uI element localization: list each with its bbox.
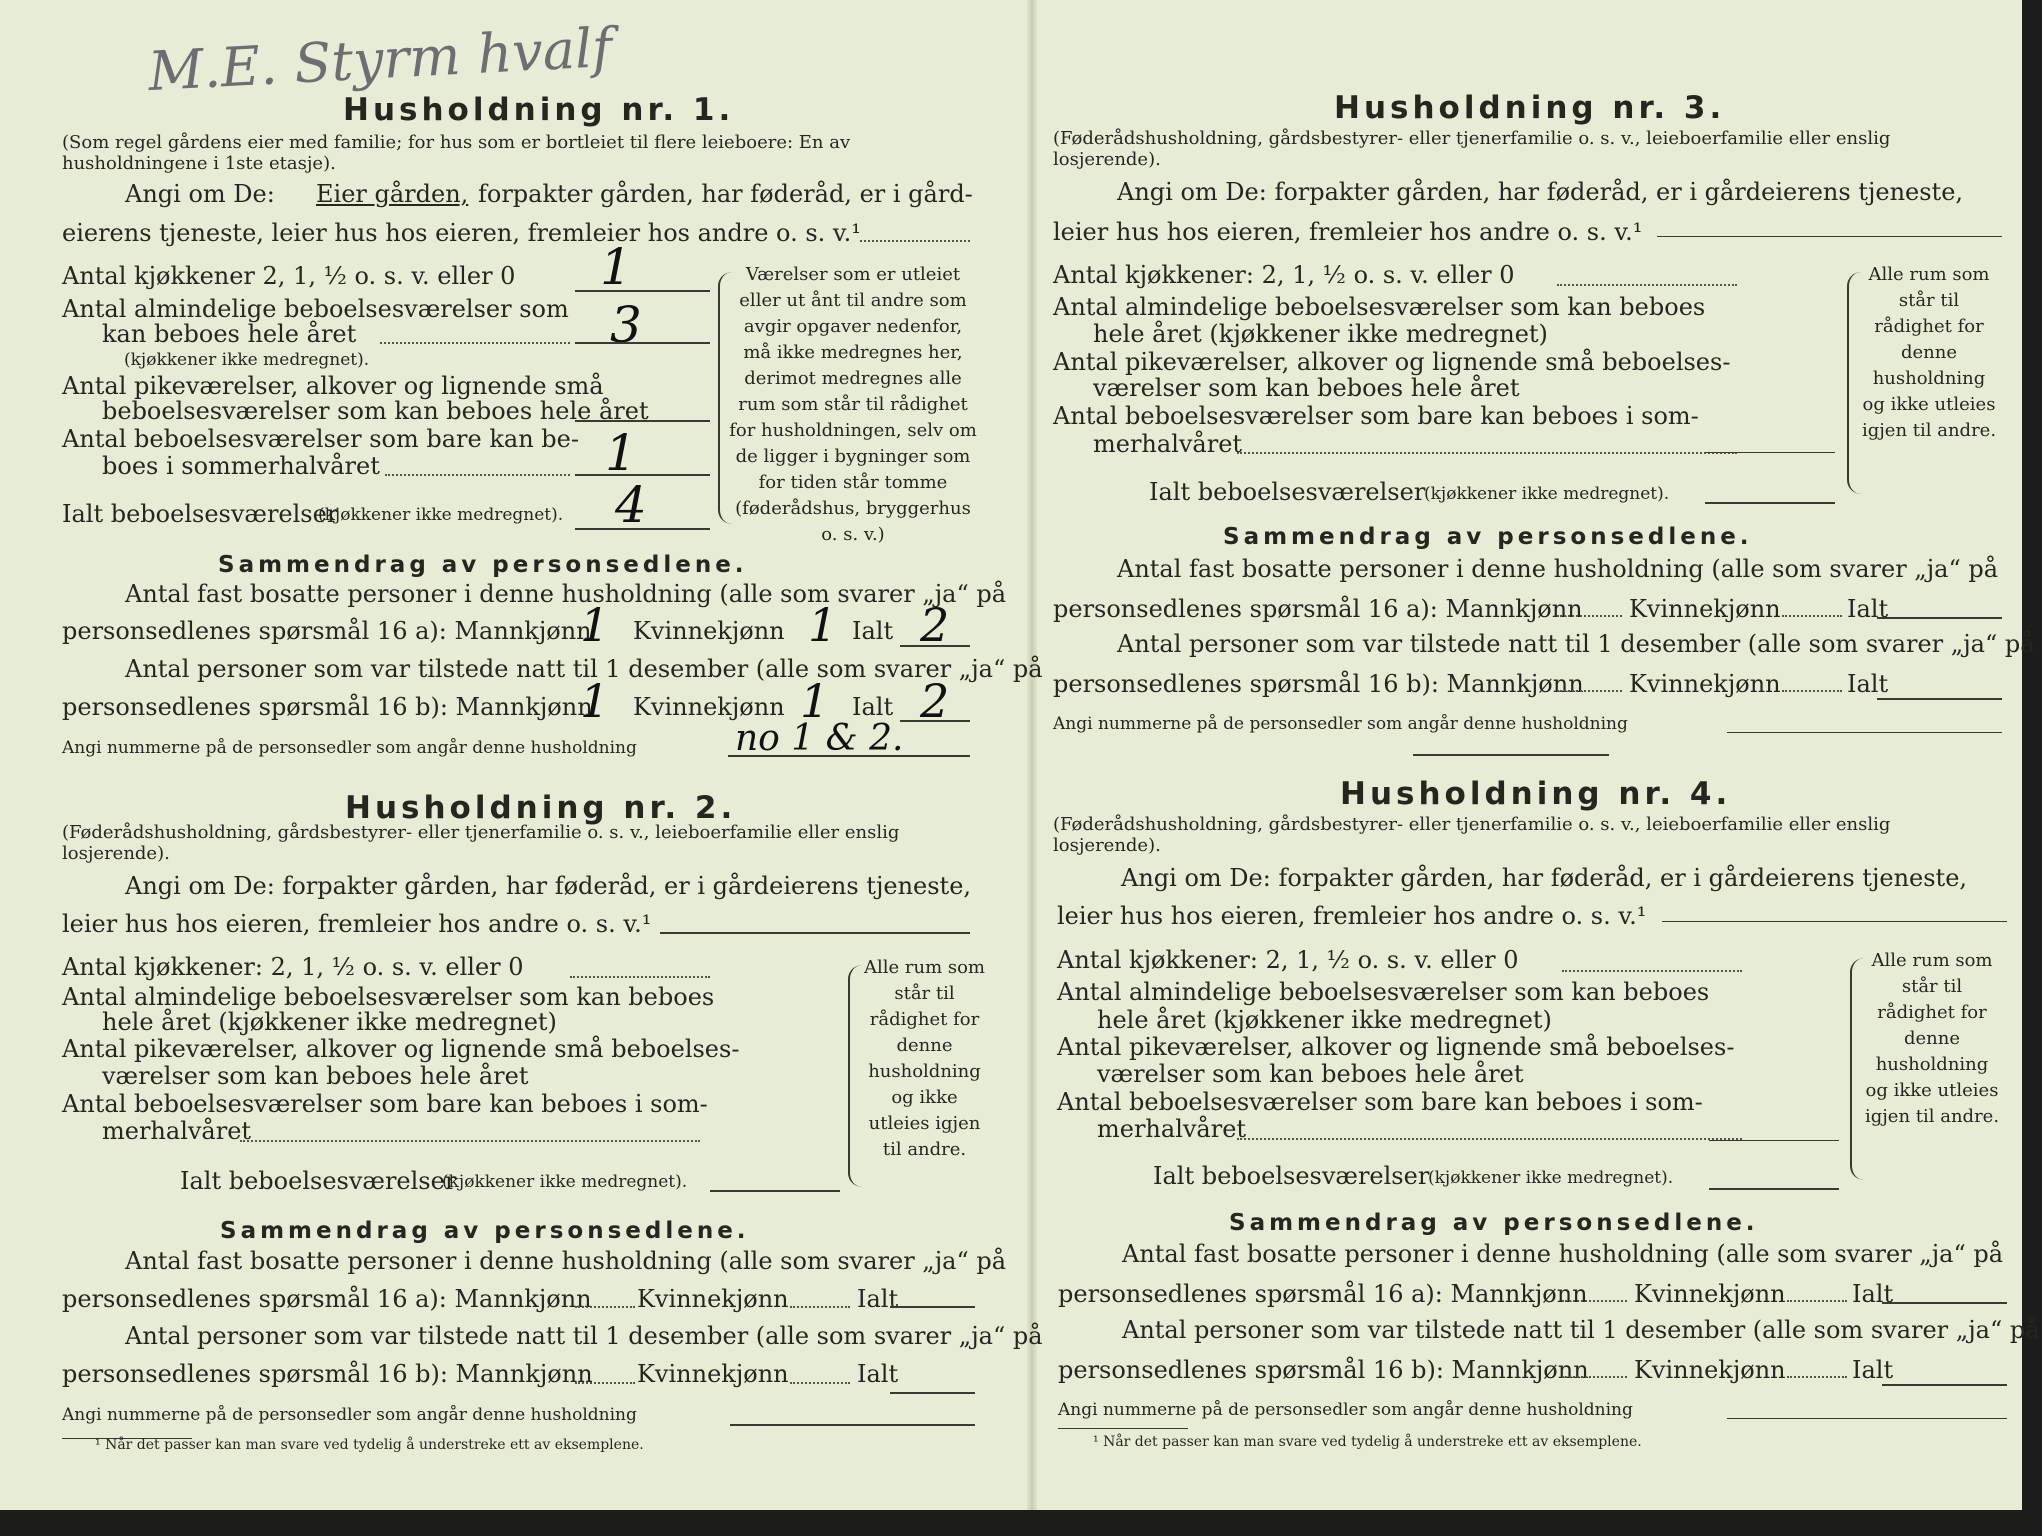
h2-nummer-rule (730, 1424, 975, 1426)
h1-alm-rule (575, 342, 710, 344)
h2-sommer-dots (240, 1140, 700, 1142)
h3-alm-label-1: Antal almindelige beboelsesværelser som kan beboes (1053, 293, 1706, 321)
h4-angi-line-2: leier hus hos eieren, fremleier hos andre o. s. v.¹ (1057, 902, 1647, 930)
h1-angi-line2: eierens tjeneste, leier hus hos eieren, fremleier hos andre o. s. v.¹ (62, 219, 861, 247)
h3-sommer-label-2: merhalvåret (1093, 430, 1243, 458)
h3-pike-label-2: værelser som kan beboes hele året (1093, 374, 1520, 402)
h1-alm-label-1: Antal almindelige beboelsesværelser som (62, 295, 569, 323)
h2-pike-label-1: Antal pikeværelser, alkover og lignende små beboelses- (62, 1035, 740, 1063)
h4-ialt-rule (1709, 1188, 1839, 1190)
h2-side-note: Alle rum som står til rådighet for denne husholdning og ikke utleies igjen til andre. (863, 957, 986, 1160)
h1-ialt-label: Ialt beboelsesværelser (62, 500, 339, 528)
h4-fast-rule (1882, 1302, 2007, 1304)
h4-fast-kvinne-label: Kvinnekjønn (1634, 1280, 1786, 1308)
h1-fast-line-1: Antal fast bosatte personer i denne husholdning (alle som svarer „ja“ på (125, 580, 1007, 608)
h2-ialt-label: Ialt beboelsesværelser (180, 1167, 457, 1195)
handwritten-stamp: M.E. Styrm hvalf (146, 15, 614, 104)
h4-sommer-rule (1709, 1140, 1839, 1141)
h3-sommer-rule (1705, 452, 1835, 453)
h1-til-kvinne-label: Kvinnekjønn (633, 693, 785, 721)
h3-fast-mann-dots (1557, 615, 1622, 617)
h1-ialt-note: (kjøkkener ikke medregnet). (318, 505, 564, 525)
h3-fast-label: personsedlenes spørsmål 16 a): Mannkjønn (1053, 595, 1583, 623)
h1-pike-rule (575, 420, 710, 422)
h1-sommer-label-1: Antal beboelsesværelser som bare kan be- (62, 425, 579, 453)
h2-summary-title: Sammendrag av personsedlene. (220, 1218, 750, 1244)
h3-sommer-dots (1237, 452, 1737, 454)
h4-fast-ialt-label: Ialt (1852, 1280, 1894, 1308)
h1-fast-mann: 1 (580, 598, 610, 652)
h1-kjokken-label: Antal kjøkkener 2, 1, ½ o. s. v. eller 0 (62, 262, 516, 290)
h1-side-note: Værelser som er utleiet eller ut ånt til andre som avgir opgaver nedenfor, må ikke medregnes her, derimot medregnes alle rum som står til rådighet for husholdningen, selv om de ligger i bygninger som for tiden står tomme (føderådshus, bryggerhus o. s. v.) (729, 264, 977, 545)
h3-alm-label-2: hele året (kjøkkener ikke medregnet) (1093, 320, 1548, 348)
household-1-note: (Som regel gårdens eier med familie; for hus som er bortleiet til flere leieboere: En av husholdningene i 1ste etasje). (62, 132, 851, 174)
h3-til-label: personsedlenes spørsmål 16 b): Mannkjønn (1053, 670, 1584, 698)
h4-side-note: Alle rum som står til rådighet for denne husholdning og ikke utleies igjen til andre. (1864, 950, 2000, 1127)
h4-angi-line-1: Angi om De: forpakter gården, har føderåd, er i gårdeierens tjeneste, (1121, 864, 1968, 892)
h4-fast-mann-dots (1562, 1300, 1627, 1302)
h1-pike-label-2: beboelsesværelser som kan beboes hele året (102, 397, 649, 425)
h2-fast-kvinne-label: Kvinnekjønn (637, 1285, 789, 1313)
h3-til-rule (1877, 698, 2002, 700)
h2-fast-mann-dots (575, 1306, 635, 1308)
h4-til-mann-dots (1562, 1376, 1627, 1378)
h3-kjokken-dots (1557, 284, 1737, 286)
h1-sommer-label-2: boes i sommerhalvåret (102, 452, 380, 480)
h4-kjokken-dots (1562, 970, 1742, 972)
footnote-left: ¹ Når det passer kan man svare ved tydelig å understreke ett av eksemplene. (95, 1437, 644, 1453)
h1-angi-label: Angi om De: (125, 180, 275, 208)
h1-angi-owner-underlined: Eier gården, (316, 180, 469, 208)
h2-angi-line-1: Angi om De: forpakter gården, har føderåd, er i gårdeierens tjeneste, (125, 872, 972, 900)
h2-pike-label-2: værelser som kan beboes hele året (102, 1062, 529, 1090)
h4-angi-rule (1662, 921, 2007, 922)
h1-angi-options: forpakter gården, har føderåd, er i gård- (478, 180, 973, 208)
h3-ialt-note: (kjøkkener ikke medregnet). (1424, 484, 1670, 504)
h1-til-kvinne: 1 (800, 674, 830, 728)
h1-til-line-1: Antal personer som var tilstede natt til 1 desember (alle som svarer „ja“ på (125, 655, 1043, 683)
h3-fast-ialt-label: Ialt (1847, 595, 1889, 623)
h2-fast-rule (890, 1306, 975, 1308)
h4-nummer-label: Angi nummerne på de personsedler som angår denne husholdning (1058, 1400, 1633, 1420)
h1-til-label: personsedlenes spørsmål 16 b): Mannkjønn (62, 693, 593, 721)
footnote-rule-right (1058, 1428, 1188, 1429)
h1-sommer-dots (385, 474, 570, 476)
h1-angi-fill (860, 240, 970, 242)
household-4-title: Husholdning nr. 4. (1340, 776, 1732, 812)
h2-til-ialt-label: Ialt (857, 1360, 899, 1388)
h3-sommer-label-1: Antal beboelsesværelser som bare kan beboes i som- (1053, 402, 1699, 430)
h2-angi-line-2: leier hus hos eieren, fremleier hos andre o. s. v.¹ (62, 910, 652, 938)
h4-fast-line-1: Antal fast bosatte personer i denne husholdning (alle som svarer „ja“ på (1122, 1240, 2004, 1268)
h2-til-kvinne-dots (790, 1382, 850, 1384)
h1-til-mann: 1 (580, 674, 610, 728)
h4-til-rule (1882, 1384, 2007, 1386)
h1-ialt-rule (575, 528, 710, 530)
h3-til-line-1: Antal personer som var tilstede natt til 1 desember (alle som svarer „ja“ på (1117, 630, 2035, 658)
h1-sommer-value: 1 (605, 424, 637, 482)
h2-ialt-note: (kjøkkener ikke medregnet). (442, 1172, 688, 1192)
h1-pike-label-1: Antal pikeværelser, alkover og lignende små (62, 372, 604, 400)
h2-side-brace (848, 965, 862, 1187)
h4-ialt-note: (kjøkkener ikke medregnet). (1428, 1168, 1674, 1188)
household-separator (1413, 754, 1609, 756)
h3-fast-line-1: Antal fast bosatte personer i denne husholdning (alle som svarer „ja“ på (1117, 555, 1999, 583)
h3-fast-kvinne-label: Kvinnekjønn (1629, 595, 1781, 623)
h4-pike-label-2: værelser som kan beboes hele året (1097, 1060, 1524, 1088)
h4-pike-label-1: Antal pikeværelser, alkover og lignende små beboelses- (1057, 1033, 1735, 1061)
h1-ialt-value: 4 (615, 476, 647, 534)
h1-fast-rule (900, 645, 970, 647)
h3-til-mann-dots (1557, 690, 1622, 692)
h4-sommer-label-2: merhalvåret (1097, 1115, 1247, 1143)
h4-til-line-1: Antal personer som var tilstede natt til 1 desember (alle som svarer „ja“ på (1122, 1316, 2040, 1344)
h3-kjokken-label: Antal kjøkkener: 2, 1, ½ o. s. v. eller 0 (1053, 261, 1515, 289)
h3-til-kvinne-label: Kvinnekjønn (1629, 670, 1781, 698)
h4-til-kvinne-dots (1787, 1376, 1847, 1378)
h1-alm-dots (380, 342, 570, 344)
h4-fast-label: personsedlenes spørsmål 16 a): Mannkjønn (1058, 1280, 1588, 1308)
h1-nummer-value: no 1 & 2. (735, 718, 904, 759)
footnote-right: ¹ Når det passer kan man svare ved tydelig å understreke ett av eksemplene. (1093, 1434, 1642, 1450)
h2-nummer-label: Angi nummerne på de personsedler som angår denne husholdning (62, 1405, 637, 1425)
household-1-title: Husholdning nr. 1. (343, 92, 735, 128)
h3-nummer-label: Angi nummerne på de personsedler som angår denne husholdning (1053, 714, 1628, 734)
h2-sommer-label-2: merhalvåret (102, 1117, 252, 1145)
h1-alm-note: (kjøkkener ikke medregnet). (124, 350, 370, 370)
h3-til-kvinne-dots (1782, 690, 1842, 692)
h3-angi-rule (1657, 236, 2002, 237)
h2-til-rule (890, 1392, 975, 1394)
h1-til-ialt: 2 (920, 674, 950, 728)
h3-fast-kvinne-dots (1782, 615, 1842, 617)
h3-ialt-label: Ialt beboelsesværelser (1149, 478, 1426, 506)
h1-nummer-rule (728, 755, 970, 757)
h2-fast-line-1: Antal fast bosatte personer i denne husholdning (alle som svarer „ja“ på (125, 1247, 1007, 1275)
h4-ialt-label: Ialt beboelsesværelser (1153, 1162, 1430, 1190)
h1-til-ialt-label: Ialt (852, 693, 894, 721)
h1-kjokken-rule (575, 290, 710, 292)
h3-nummer-rule (1727, 732, 2002, 733)
h2-til-line-1: Antal personer som var tilstede natt til 1 desember (alle som svarer „ja“ på (125, 1322, 1043, 1350)
h1-fast-ialt-label: Ialt (852, 617, 894, 645)
household-4-note: (Føderådshusholdning, gårdsbestyrer- eller tjenerfamilie o. s. v., leieboerfamilie eller enslig losjerende). (1053, 814, 1891, 856)
h1-fast-ialt: 2 (920, 598, 950, 652)
h3-ialt-rule (1705, 502, 1835, 504)
h2-ialt-rule (710, 1190, 840, 1192)
h2-til-kvinne-label: Kvinnekjønn (637, 1360, 789, 1388)
h4-nummer-rule (1727, 1418, 2007, 1419)
h1-summary-title: Sammendrag av personsedlene. (218, 552, 748, 578)
h4-kjokken-label: Antal kjøkkener: 2, 1, ½ o. s. v. eller 0 (1057, 946, 1519, 974)
h4-summary-title: Sammendrag av personsedlene. (1229, 1210, 1759, 1236)
h3-til-ialt-label: Ialt (1847, 670, 1889, 698)
household-3-title: Husholdning nr. 3. (1334, 90, 1726, 126)
h3-angi-line-1: Angi om De: forpakter gården, har føderåd, er i gårdeierens tjeneste, (1117, 178, 1964, 206)
h1-kjokken-value: 1 (600, 238, 632, 296)
h2-alm-label-2: hele året (kjøkkener ikke medregnet) (102, 1008, 557, 1036)
h2-til-label: personsedlenes spørsmål 16 b): Mannkjønn (62, 1360, 593, 1388)
h2-angi-rule (660, 932, 970, 934)
h2-til-mann-dots (575, 1382, 635, 1384)
h1-alm-value: 3 (610, 296, 642, 354)
h4-til-ialt-label: Ialt (1852, 1356, 1894, 1384)
h2-kjokken-dots (570, 976, 710, 978)
h3-summary-title: Sammendrag av personsedlene. (1223, 524, 1753, 550)
h1-fast-kvinne: 1 (808, 598, 838, 652)
household-2-title: Husholdning nr. 2. (345, 790, 737, 826)
household-3-note: (Føderådshusholdning, gårdsbestyrer- eller tjenerfamilie o. s. v., leieboerfamilie eller enslig losjerende). (1053, 128, 1891, 170)
h1-fast-kvinne-label: Kvinnekjønn (633, 617, 785, 645)
h2-alm-label-1: Antal almindelige beboelsesværelser som kan beboes (62, 983, 715, 1011)
h1-fast-label: personsedlenes spørsmål 16 a): Mannkjønn (62, 617, 592, 645)
h4-til-kvinne-label: Kvinnekjønn (1634, 1356, 1786, 1384)
household-2-note: (Føderådshusholdning, gårdsbestyrer- eller tjenerfamilie o. s. v., leieboerfamilie eller enslig losjerende). (62, 822, 900, 864)
h4-alm-label-1: Antal almindelige beboelsesværelser som kan beboes (1057, 978, 1710, 1006)
h2-fast-label: personsedlenes spørsmål 16 a): Mannkjønn (62, 1285, 592, 1313)
h2-sommer-label-1: Antal beboelsesværelser som bare kan beboes i som- (62, 1090, 708, 1118)
right-page (1037, 0, 2040, 1510)
h4-sommer-label-1: Antal beboelsesværelser som bare kan beboes i som- (1057, 1088, 1703, 1116)
h3-angi-line-2: leier hus hos eieren, fremleier hos andre o. s. v.¹ (1053, 218, 1643, 246)
h4-til-label: personsedlenes spørsmål 16 b): Mannkjønn (1058, 1356, 1589, 1384)
h1-nummer-label: Angi nummerne på de personsedler som angår denne husholdning (62, 738, 637, 758)
h4-alm-label-2: hele året (kjøkkener ikke medregnet) (1097, 1006, 1552, 1034)
h1-til-rule (900, 720, 970, 722)
h4-sommer-dots (1237, 1138, 1742, 1140)
h4-fast-kvinne-dots (1787, 1300, 1847, 1302)
h3-fast-rule (1877, 617, 2002, 619)
h3-side-note: Alle rum som står til rådighet for denne husholdning og ikke utleies igjen til andre. (1861, 264, 1997, 441)
h2-fast-ialt-label: Ialt (857, 1285, 899, 1313)
h1-alm-label-2: kan beboes hele året (102, 320, 357, 348)
h2-fast-kvinne-dots (790, 1306, 850, 1308)
h3-pike-label-1: Antal pikeværelser, alkover og lignende små beboelses- (1053, 348, 1731, 376)
h2-kjokken-label: Antal kjøkkener: 2, 1, ½ o. s. v. eller 0 (62, 953, 524, 981)
page-fold (1027, 0, 1037, 1510)
